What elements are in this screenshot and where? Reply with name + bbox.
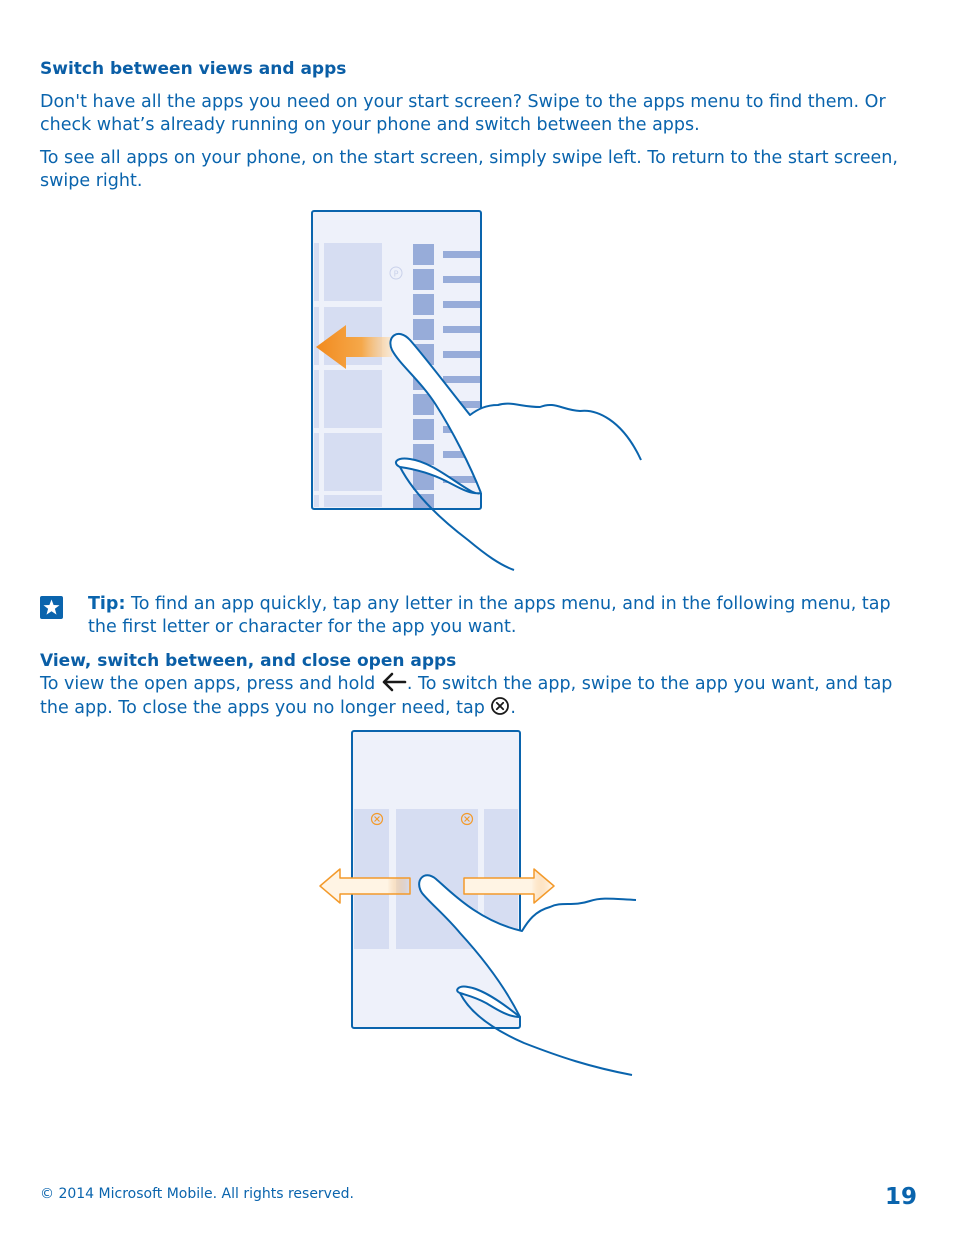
intro-paragraph (40, 91, 920, 137)
tip-label: Tip: (88, 594, 126, 614)
swipe-left-illustration (300, 205, 650, 575)
open-apps-paragraph (40, 672, 920, 720)
start-screen-tiles (314, 243, 382, 507)
paragraph-swipe-left: To see all apps on your phone, on the start screen, simply swipe left. To return to the start screen, swipe right. (40, 148, 898, 191)
open-apps-text-2: . To switch the app, swipe to the app you want, and tap the app. To close the apps you no longer need, tap (40, 674, 893, 718)
back-arrow-icon (381, 672, 407, 692)
letter-tile-label: P (393, 269, 399, 279)
star-icon (40, 596, 63, 619)
tip-paragraph (88, 593, 918, 639)
paragraph-apps-menu: Don't have all the apps you need on your start screen? Swipe to the apps menu to find them. Or check what’s already running on your phone and switch between the apps. (40, 92, 886, 135)
tip-star-badge (40, 596, 63, 619)
swipe-paragraph (40, 147, 920, 193)
footer-copyright: © 2014 Microsoft Mobile. All rights reserved. (40, 1186, 354, 1202)
page-number: 19 (885, 1184, 918, 1210)
close-circle-icon (490, 696, 510, 716)
open-apps-text-3: . (510, 698, 516, 718)
open-apps-illustration (310, 725, 650, 1085)
open-apps-text-1: To view the open apps, press and hold (40, 674, 381, 694)
section-heading-open-apps: View, switch between, and close open apps (40, 651, 457, 671)
section-heading-switch-views: Switch between views and apps (40, 59, 347, 79)
tip-text: To find an app quickly, tap any letter in the apps menu, and in the following menu, tap the first letter or character for the app you want. (88, 594, 891, 637)
